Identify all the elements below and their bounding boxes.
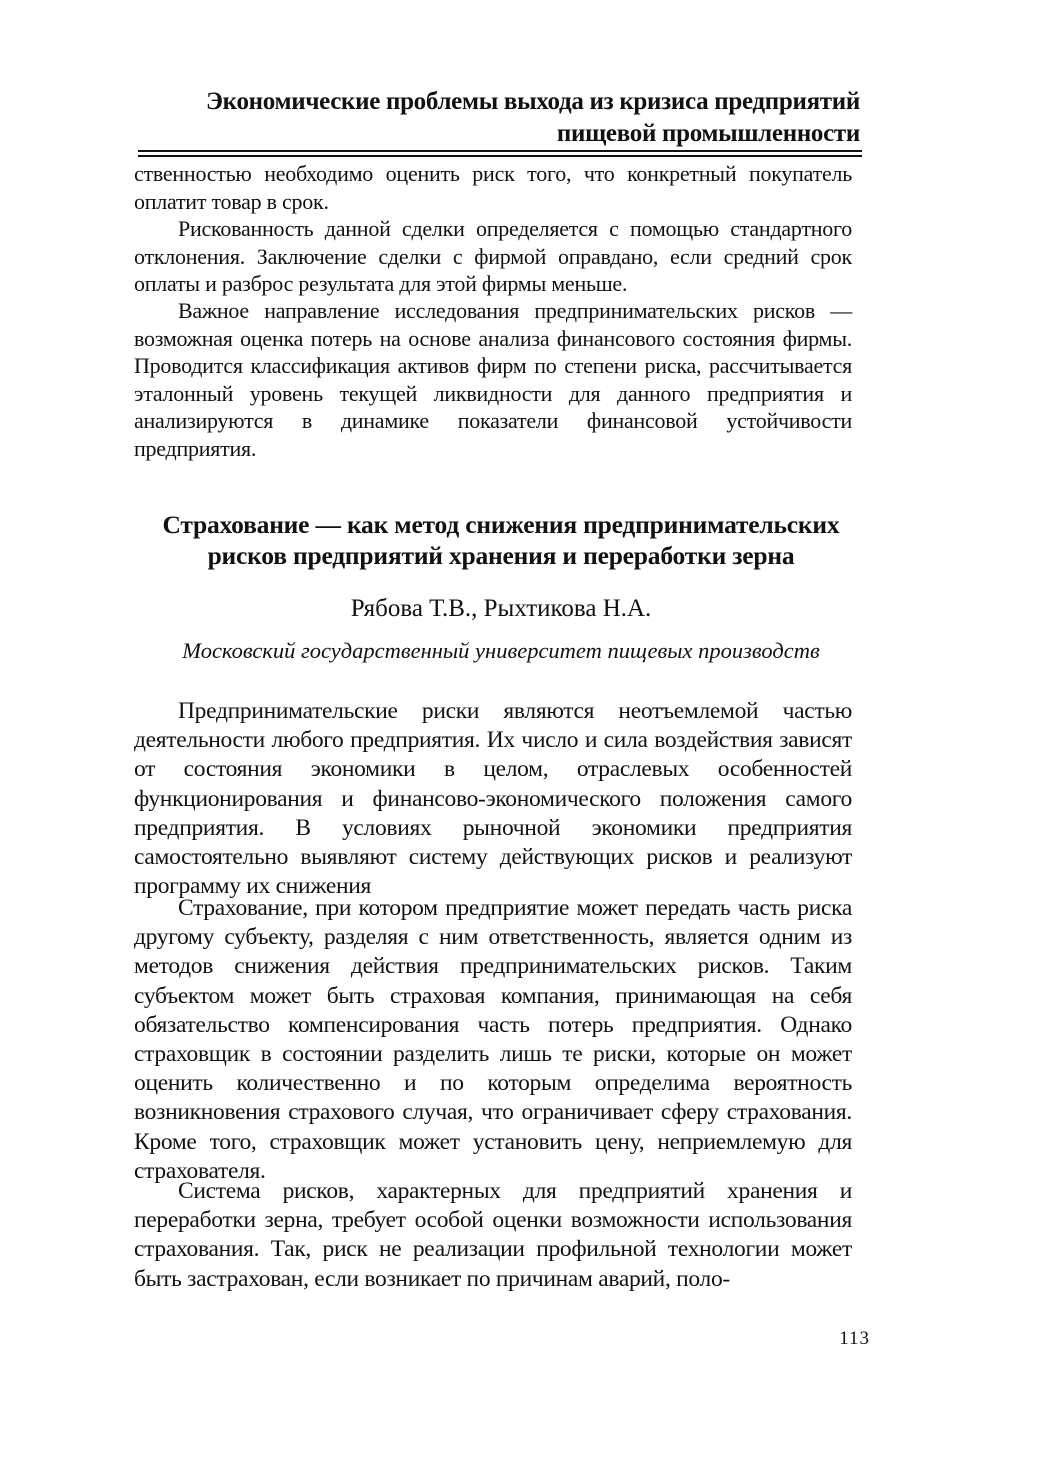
article-title-line-1: Страхование — как метод снижения предпринимательских: [162, 510, 840, 539]
article-paragraph-2: Страхование, при котором предприятие может передать часть риска другому субъекту, разделяя с ним ответственность, является одним из методов снижения действия предпринимательских рисков. Таким субъектом может быть страховая компания, принимающая на себя обязательство компенсирования часть потерь предприятия. Однако страховщик в состоянии разделить лишь те риски, которые он может оценить количественно и по которым определима вероятность возникновения страхового случая, что ограничивает сферу страхования. Кроме того, страховщик может установить цену, неприемлемую для страхователя.: [134, 895, 852, 1184]
article-affiliation: Московский государственный университет пищевых производств: [182, 638, 820, 663]
page-number: 113: [839, 1328, 870, 1349]
article-authors: Рябова Т.В., Рыхтикова Н.А.: [350, 595, 652, 622]
article-paragraph-3: Система рисков, характерных для предприятий хранения и переработки зерна, требует особой оценки возможности использования страхования. Так, риск не реализации профильной технологии может быть застрахован, если возникает по причинам аварий, поло-: [134, 1178, 852, 1292]
continued-paragraph-1: ственностью необходимо оценить риск того, что конкретный покупатель оплатит товар в срок.: [134, 161, 852, 214]
header-rule-top: [138, 150, 862, 152]
continued-paragraph-2: Рискованность данной сделки определяется с помощью стандартного отклонения. Заключение сделки с фирмой оправдано, если средний срок оплаты и разброс результата для этой фирмы меньше.: [134, 216, 852, 296]
running-head-line-1: Экономические проблемы выхода из кризиса предприятий: [206, 88, 860, 115]
running-head-line-2: пищевой промышленности: [556, 120, 860, 147]
article-paragraph-1: Предпринимательские риски являются неотъемлемой частью деятельности любого предприятия. Их число и сила воздействия зависят от состояния экономики в целом, отраслевых особенностей функционирования и финансово-экономического положения самого предприятия. В условиях рыночной экономики предприятия самостоятельно выявляют систему действующих рисков и реализуют программу их снижения: [134, 698, 852, 900]
header-rule-bottom: [138, 155, 862, 157]
continued-paragraph-3: Важное направление исследования предпринимательских рисков — возможная оценка потерь на основе анализа финансового состояния фирмы. Проводится классификация активов фирм по степени риска, рассчитывается эталонный уровень текущей ликвидности для данного предприятия и анализируются в динамике показатели финансовой устойчивости предприятия.: [134, 298, 852, 461]
article-title-line-2: рисков предприятий хранения и переработки зерна: [207, 541, 795, 570]
